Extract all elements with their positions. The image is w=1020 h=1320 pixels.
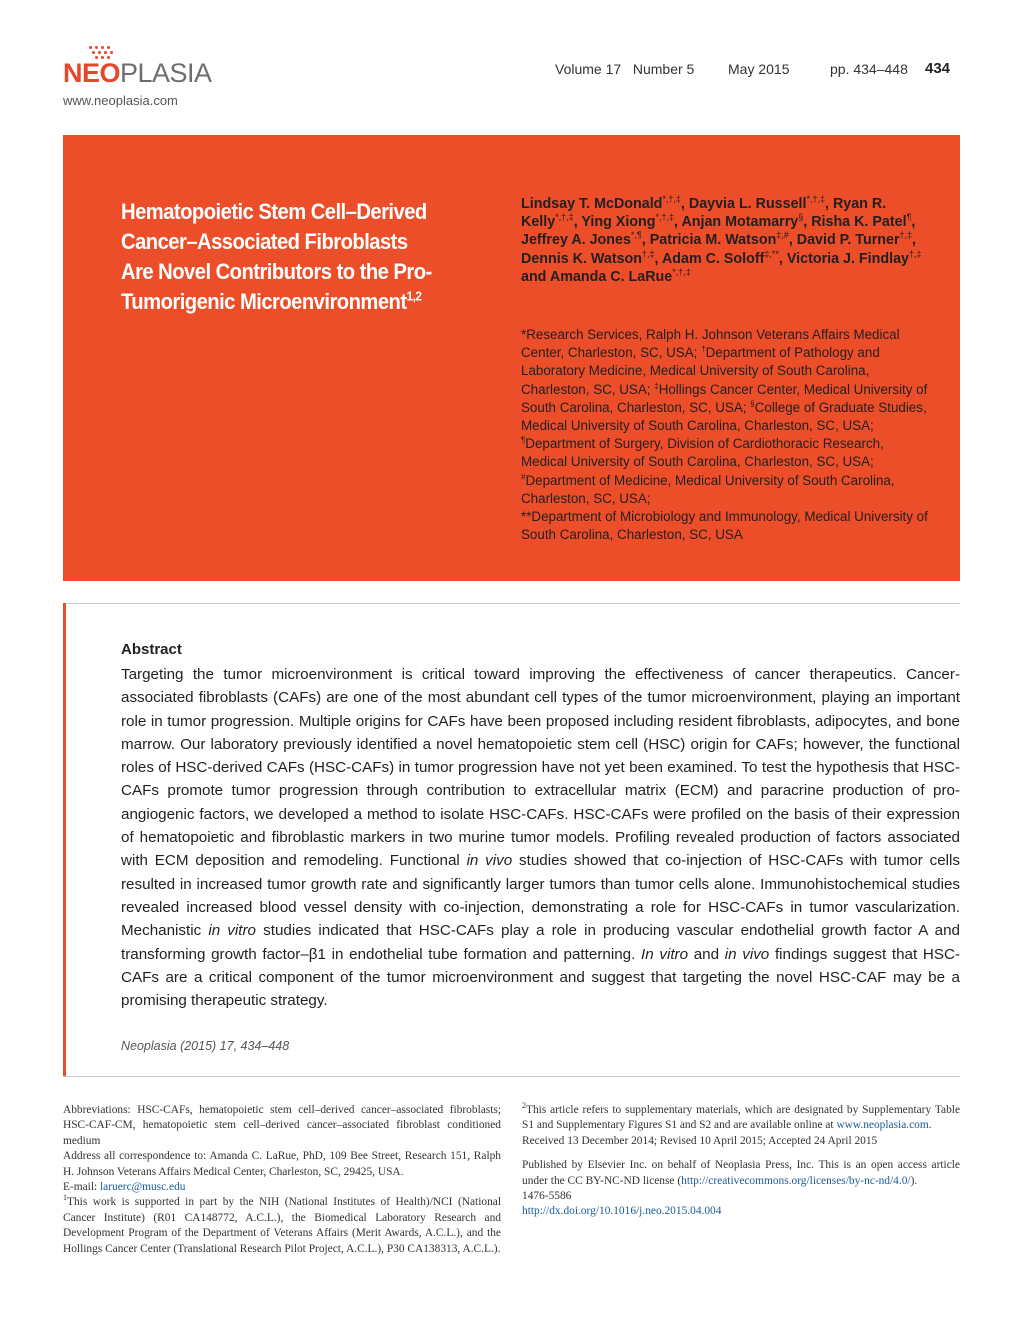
author-affiliation-marker: ‡,** <box>764 248 779 259</box>
author-list: Lindsay T. McDonald*,†,‡, Dayvia L. Russell*,†,‡, Ryan R. Kelly*,†,‡, Ying Xiong*,†,‡, Anjan Motamarry§, Risha K. Patel¶, Jeffrey A. Jones*,¶, Patricia M. Watson‡,#, David P. Turner†,‡, Dennis K. Watson†,‡, Adam C. Soloff‡,**, Victoria J. Findlay†,‡ and Amanda C. LaRue*,†,‡ <box>521 194 922 285</box>
author-affiliation-marker: *,†,‡ <box>662 194 681 205</box>
author-affiliation-marker: †,‡ <box>642 248 655 259</box>
logo-plasia-text: PLASIA <box>120 58 212 88</box>
abstract-text <box>121 663 960 1012</box>
footnotes-right <box>522 1103 960 1220</box>
abstract-top-rule <box>63 603 960 604</box>
affiliation-text: *Research Services, Ralph H. Johnson Veterans Affairs Medical Center, Charleston, SC, USA; <box>521 327 900 361</box>
abstract-segment: findings suggest that HSC-CAFs are a critical component of the tumor microenvironment and suggest that targeting the novel HSC-CAF may be a promising therapeutic strategy. <box>121 945 960 1010</box>
license-link[interactable]: http://creativecommons.org/licenses/by-nc-nd/4.0/ <box>681 1174 911 1187</box>
author-name[interactable]: Patricia M. Watson <box>649 232 777 249</box>
supplementary-note <box>522 1103 960 1134</box>
email-link[interactable]: laruerc@musc.edu <box>100 1181 186 1194</box>
author-name[interactable]: Dayvia L. Russell <box>688 196 807 212</box>
funding-text: This work is supported in part by the NIH (National Institutes of Health)/NCI (National Cancer Institute) (R01 CA148772, A.C.L.), the Biomedical Laboratory Research and Development Program of the Department of Veterans Affairs (Merit Awards, A.C.L.), and the Hollings Cancer Center (Translational Research Pilot Project, A.C.L.), P30 CA138313, A.C.L.). <box>63 1196 501 1255</box>
abstract-italic: in vitro <box>208 922 256 940</box>
punct: ). <box>910 1174 918 1187</box>
author-name[interactable]: Risha K. Patel <box>811 214 907 231</box>
publisher-text: Published by Elsevier Inc. on behalf of Neoplasia Press, Inc. This is an open access article under the CC BY-NC-ND license ( <box>522 1159 960 1187</box>
affiliation-item <box>521 436 884 469</box>
volume-number <box>555 61 694 77</box>
author-name[interactable]: Dennis K. Watson <box>521 250 642 267</box>
correspondence-address: Address all correspondence to: Amanda C. LaRue, PhD, 109 Bee Street, Research 151, Ralph H. Johnson Veterans Affairs Medical Center, Charleston, SC, 29425, USA. <box>63 1150 501 1178</box>
abstract-accent-bar <box>63 603 66 1077</box>
affiliation-text: **Department of Microbiology and Immunology, Medical University of South Carolina, Charleston, SC, USA <box>521 509 928 543</box>
logo-neo-text: NEO <box>63 58 121 88</box>
author-name[interactable]: Anjan Motamarry <box>681 214 799 231</box>
affiliation-text: Department of Medicine, Medical University of South Carolina, Charleston, SC, USA; <box>521 472 895 506</box>
author-name[interactable]: Ying Xiong <box>581 214 656 231</box>
journal-citation: Neoplasia (2015) 17, 434–448 <box>121 1039 290 1053</box>
author-name[interactable]: Adam C. Soloff <box>661 250 765 267</box>
abstract-heading: Abstract <box>121 641 182 658</box>
email-line <box>63 1180 501 1195</box>
issue-number: Number 5 <box>632 61 695 77</box>
author-affiliation-marker: †,‡ <box>908 248 922 259</box>
funding-note <box>63 1195 501 1257</box>
affiliation-marker: # <box>521 472 526 482</box>
affiliation-item <box>521 473 895 506</box>
abstract-segment: and <box>688 945 725 963</box>
author-affiliation-marker: *,†,‡ <box>806 194 825 205</box>
affiliation-item <box>521 509 928 542</box>
issue-date: May 2015 <box>728 61 790 77</box>
abstract-segment: Targeting the tumor microenvironment is critical toward improving the effectiveness of cancer therapeutics. Cancer-associated fibroblasts (CAFs) are one of the most abundant cell types of the tumor microenvironment, playing an important role in tumor progression. Multiple origins for CAFs have been proposed including resident fibroblasts, adipocytes, and bone marrow. Our laboratory previously identified a novel hematopoietic stem cell (HSC) origin for CAFs; however, the functional roles of HSC-derived CAFs (HSC-CAFs) in tumor progression have not yet been examined. To test the hypothesis that HSC-CAFs promote tumor progression through contribution to extracellular matrix (ECM) and paracrine production of pro-angiogenic factors, we developed a method to isolate HSC-CAFs. HSC-CAFs were profiled on the basis of their expression of hematopoietic and fibroblastic markers in two murine tumor models. Profiling revealed production of factors associated with ECM deposition and remodeling. Functional <box>121 666 960 870</box>
author-affiliation-marker: †,‡ <box>899 230 913 241</box>
footnotes-left <box>63 1103 501 1257</box>
abbreviations-note: Abbreviations: HSC-CAFs, hematopoietic stem cell–derived cancer–associated fibroblasts; HSC-CAF-CM, hematopoietic stem cell–derived cancer–associated fibroblast conditioned medium <box>63 1104 501 1147</box>
affiliation-marker: ‡ <box>654 381 659 391</box>
footnote-marker: 2 <box>522 1101 526 1111</box>
received-dates: Received 13 December 2014; Revised 10 April 2015; Accepted 24 April 2015 <box>522 1134 878 1147</box>
author-name[interactable]: Lindsay T. McDonald <box>521 196 663 212</box>
issn: 1476-5586 <box>522 1190 572 1203</box>
author-affiliation-marker: *,†,‡ <box>555 212 574 223</box>
author-name[interactable]: David P. Turner <box>796 232 900 249</box>
author-conjunction: and <box>521 268 547 285</box>
affiliation-text: Hollings Cancer Center, Medical University of South Carolina, Charleston, SC, USA; <box>521 381 928 415</box>
author-name[interactable]: Amanda C. LaRue <box>549 268 673 285</box>
affiliation-marker: ¶ <box>521 435 526 445</box>
author-affiliation-marker: ‡,# <box>776 230 789 241</box>
author-affiliation-marker: § <box>798 212 804 223</box>
affiliation-text: Department of Pathology and Laboratory Medicine, Medical University of South Carolina, Charleston, SC, USA; <box>521 345 880 397</box>
author-affiliation-marker: *,†,‡ <box>672 267 691 278</box>
doi-link[interactable]: http://dx.doi.org/10.1016/j.neo.2015.04.004 <box>522 1205 722 1218</box>
neoplasia-logo <box>63 44 223 92</box>
affiliation-text: Department of Surgery, Division of Cardiothoracic Research, Medical University of South Carolina, Charleston, SC, USA; <box>521 436 884 470</box>
author-name[interactable]: Jeffrey A. Jones <box>521 232 631 249</box>
volume: Volume 17 <box>555 61 622 77</box>
article-title <box>121 197 443 317</box>
affiliations <box>521 326 931 544</box>
author-affiliation-marker: *,†,‡ <box>655 212 675 223</box>
title-block <box>63 135 960 581</box>
supplementary-text: This article refers to supplementary materials, which are designated by Supplementary Table S1 and Supplementary Figures S1 and S2 and are available online at <box>522 1104 960 1132</box>
abstract-italic: in vivo <box>466 852 513 870</box>
author-affiliation-marker: *,¶ <box>630 230 642 241</box>
abstract-bottom-rule <box>63 1076 960 1077</box>
journal-website[interactable]: www.neoplasia.com <box>63 93 178 108</box>
title-footnote-marker[interactable]: 1,2 <box>406 288 422 304</box>
author-name[interactable]: Victoria J. Findlay <box>786 250 909 267</box>
abstract-italic: In vitro <box>641 945 689 963</box>
punct: . <box>928 1119 932 1132</box>
author-name[interactable]: Ryan R. Kelly <box>521 196 887 231</box>
abstract-italic: in vivo <box>724 945 770 963</box>
article-title-text: Hematopoietic Stem Cell–Derived Cancer–Associated Fibroblasts Are Novel Contributors to the Pro-Tumorigenic Microenvironment <box>121 199 432 314</box>
neoplasia-link[interactable]: www.neoplasia.com <box>836 1119 929 1132</box>
abstract-segment: studies indicated that HSC-CAFs play a role in producing vascular endothelial growth factor A and transforming growth factor–β1 in endothelial tube formation and patterning. <box>121 922 960 963</box>
author-affiliation-marker: ¶ <box>906 212 912 223</box>
affiliation-marker: § <box>750 399 755 409</box>
page-number: 434 <box>925 60 951 77</box>
page-range: pp. 434–448 <box>830 61 908 77</box>
email-label: E-mail: <box>63 1181 101 1194</box>
abstract-segment: studies showed that co-injection of HSC-CAFs with tumor cells resulted in increased tumor growth rate and significantly larger tumors than tumor cells alone. Immunohistochemical studies revealed increased blood vessel density with co-injection, demonstrating a role for HSC-CAFs in tumor vascularization. Mechanistic <box>121 852 960 940</box>
affiliation-text: College of Graduate Studies, Medical University of South Carolina, Charleston, SC, USA; <box>521 399 927 434</box>
affiliation-marker: † <box>701 344 706 354</box>
footnote-marker: 1 <box>63 1193 67 1203</box>
publisher-note <box>522 1158 960 1189</box>
